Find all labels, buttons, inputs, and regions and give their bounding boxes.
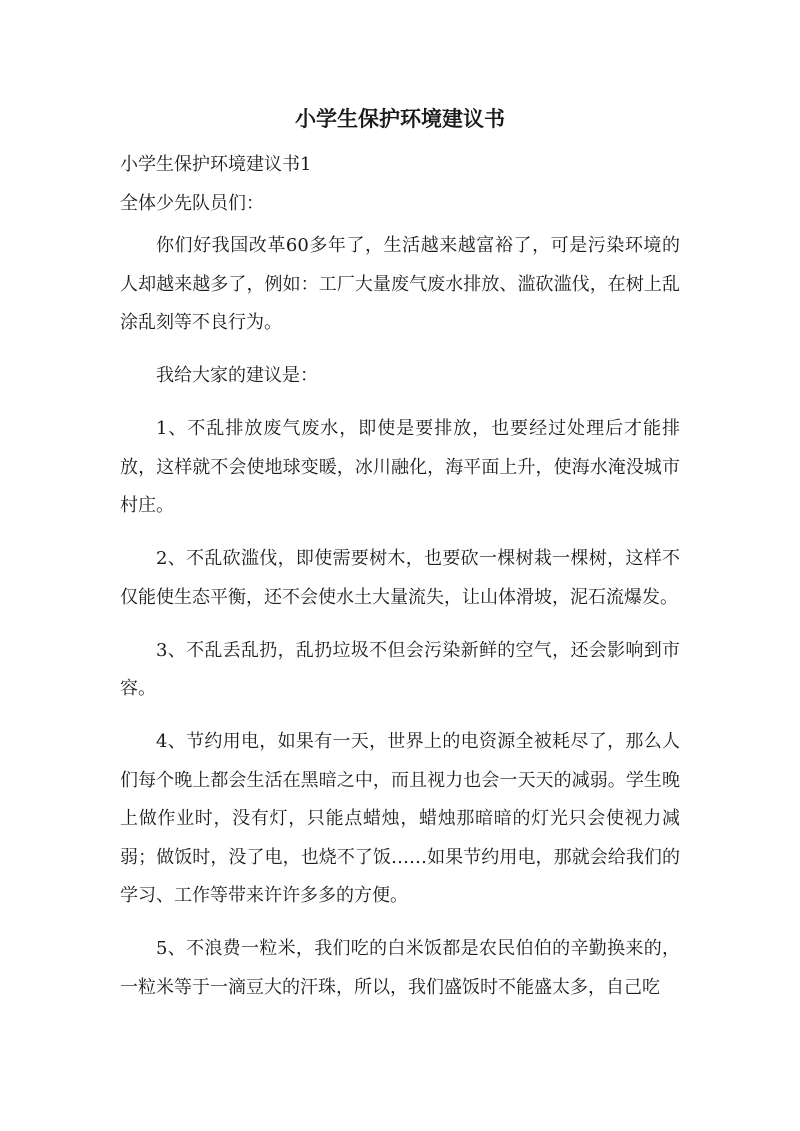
paragraph-suggestion-5: 5、不浪费一粒米，我们吃的白米饭都是农民伯伯的辛勤换来的，一粒米等于一滴豆大的汗珠，所以，我们盛饭时不能盛太多，自己吃 (120, 938, 680, 998)
paragraph-suggestion-2: 2、不乱砍滥伐，即使需要树木，也要砍一棵树栽一棵树，这样不仅能使生态平衡，还不会使水土大量流失，让山体滑坡，泥石流爆发。 (120, 548, 680, 608)
greeting-line: 全体少先队员们： (120, 193, 264, 214)
paragraph-intro: 你们好我国改革60多年了，生活越来越富裕了，可是污染环境的人却越来越多了，例如：工厂大量废气废水排放、滥砍滥伐，在树上乱涂乱刻等不良行为。 (120, 235, 680, 333)
document-subtitle: 小学生保护环境建议书1 (120, 154, 312, 175)
paragraph-suggestion-1: 1、不乱排放废气废水，即使是要排放，也要经过处理后才能排放，这样就不会使地球变暖，冰川融化，海平面上升，使海水淹没城市村庄。 (120, 418, 680, 516)
document-body (120, 227, 680, 1022)
document-title: 小学生保护环境建议书 (295, 106, 505, 131)
paragraph-suggestion-3: 3、不乱丢乱扔，乱扔垃圾不但会污染新鲜的空气，还会影响到市容。 (120, 639, 680, 699)
paragraph-suggestion-lead: 我给大家的建议是： (156, 365, 318, 386)
paragraph-suggestion-4: 4、节约用电，如果有一天，世界上的电资源全被耗尽了，那么人们每个晚上都会生活在黑暗之中，而且视力也会一天天的减弱。学生晚上做作业时，没有灯，只能点蜡烛，蜡烛那暗暗的灯光只会使视力减弱；做饭时，没了电，也烧不了饭……如果节约用电，那就会给我们的学习、工作等带来许许多多的方便。 (120, 731, 680, 906)
